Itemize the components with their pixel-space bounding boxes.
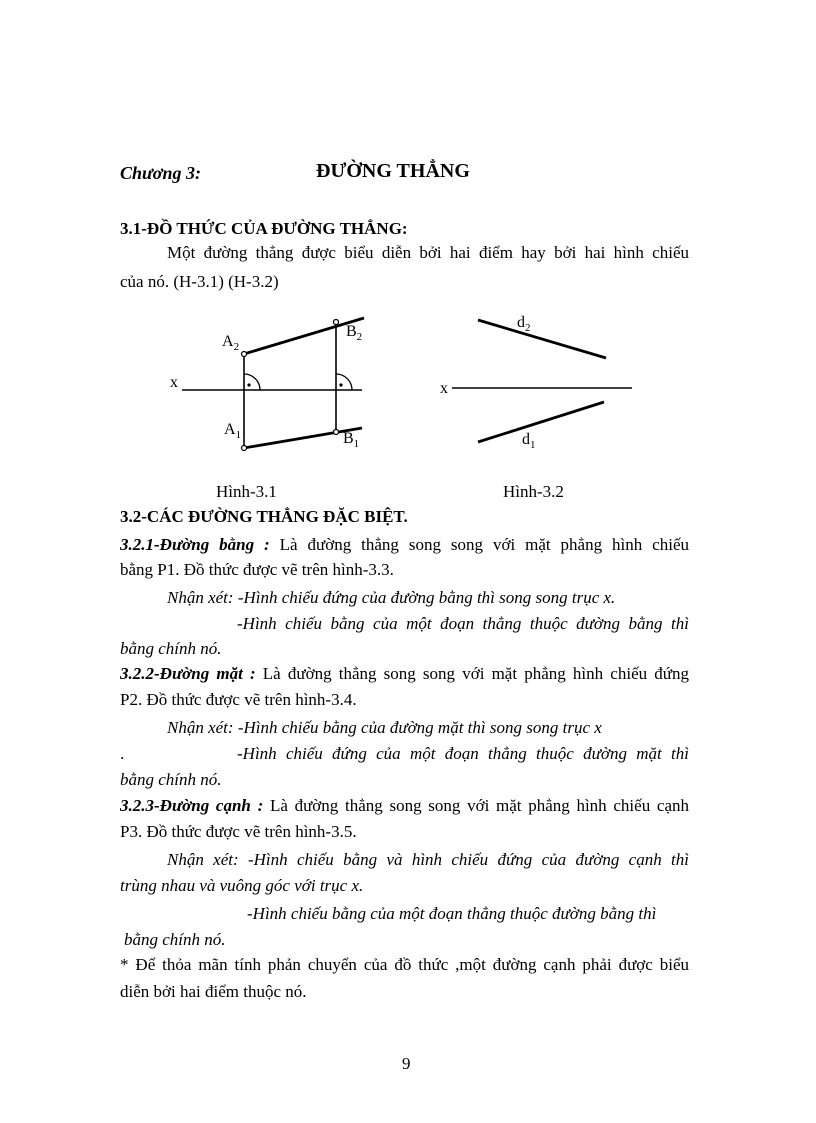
- star-note-line2: diễn bởi hai điểm thuộc nó.: [120, 982, 307, 1001]
- section-3-2-heading: 3.2-CÁC ĐƯỜNG THẲNG ĐẶC BIỆT.: [120, 507, 408, 526]
- caption-figure-3-2: Hình-3.2: [503, 482, 564, 501]
- right-angle-dot-a: [247, 383, 250, 386]
- section-3-2-3-note3: bằng chính nó.: [124, 930, 226, 949]
- section-3-2-2-note1: Nhận xét: -Hình chiếu bằng của đường mặt thì song song trục x: [167, 718, 602, 737]
- section-3-2-3-note1b: trùng nhau và vuông góc với trục x.: [120, 876, 364, 895]
- section-3-2-2-note2: -Hình chiếu đứng của một đoạn thẳng thuộc đường mặt thì: [237, 744, 689, 763]
- figure-3-1: [160, 308, 400, 458]
- right-angle-dot-b: [339, 383, 342, 386]
- label-a2: $A_2$: [222, 333, 240, 353]
- section-3-2-3-text: Là đường thẳng song song với mặt phẳng hình chiếu cạnh: [263, 796, 689, 815]
- axis-label-x: x: [440, 380, 448, 397]
- right-angle-mark-a: [244, 374, 260, 390]
- label-b1: $B_1$: [343, 430, 360, 450]
- label-b2: $B_2$: [346, 323, 363, 343]
- section-3-2-1-note2: -Hình chiếu bằng của một đoạn thẳng thuộc đường bằng thì: [237, 614, 689, 633]
- section-3-2-1-note1: Nhận xét: -Hình chiếu đứng của đường bằng thì song song trục x.: [167, 588, 616, 607]
- chapter-label: Chương 3:: [120, 163, 201, 183]
- label-d1: $d_1$: [522, 431, 536, 451]
- section-3-2-2-title: 3.2.2-Đường mặt :: [120, 664, 256, 683]
- projection-d1: [478, 402, 604, 442]
- projection-d2: [478, 320, 606, 358]
- section-3-2-3-line2: P3. Đồ thức được vẽ trên hình-3.5.: [120, 822, 357, 841]
- point-b2: [334, 320, 339, 325]
- section-3-2-1-note3: bằng chính nó.: [120, 639, 222, 658]
- axis-label-x: x: [170, 374, 178, 391]
- section-3-1-line2: của nó. (H-3.1) (H-3.2): [120, 272, 279, 291]
- section-3-2-1-title: 3.2.1-Đường bằng :: [120, 535, 270, 554]
- page-number: 9: [402, 1054, 411, 1073]
- section-3-2-2-text: Là đường thẳng song song với mặt phẳng hình chiếu đứng: [255, 664, 689, 683]
- section-3-2-1-text: Là đường thẳng song song với mặt phẳng hình chiếu: [269, 535, 689, 554]
- section-3-2-3-title: 3.2.3-Đường cạnh :: [120, 796, 264, 815]
- label-a1: $A_1$: [224, 421, 242, 441]
- section-3-2-3-note2: -Hình chiếu bằng của một đoạn thẳng thuộc đường bằng thì: [247, 904, 657, 923]
- caption-figure-3-1: Hình-3.1: [216, 482, 277, 501]
- label-d2: $d_2$: [517, 314, 531, 334]
- section-3-2-1-line1: [120, 533, 689, 557]
- section-3-1-line1: Một đường thẳng được biểu diễn bởi hai điểm hay bởi hai hình chiếu: [167, 243, 689, 262]
- point-a2: [242, 352, 247, 357]
- section-3-2-2-dot: .: [120, 744, 125, 763]
- right-angle-mark-b: [336, 374, 352, 390]
- section-3-1-heading: 3.1-ĐỒ THỨC CỦA ĐƯỜNG THẲNG:: [120, 219, 408, 238]
- chapter-title: ĐƯỜNG THẲNG: [316, 160, 470, 182]
- section-3-2-1-line2: bằng P1. Đồ thức được vẽ trên hình-3.3.: [120, 560, 394, 579]
- section-3-2-2-line1: [120, 662, 689, 686]
- point-b1: [334, 430, 339, 435]
- figure-3-2: [436, 308, 646, 458]
- section-3-2-2-line2: P2. Đồ thức được vẽ trên hình-3.4.: [120, 690, 357, 709]
- section-3-2-2-note3: bằng chính nó.: [120, 770, 222, 789]
- section-3-2-3-note1: Nhận xét: -Hình chiếu bằng và hình chiếu đứng của đường cạnh thì: [167, 850, 689, 869]
- star-note-line1: * Để thỏa mãn tính phản chuyển của đồ thức ,một đường cạnh phải được biểu: [120, 955, 689, 974]
- section-3-2-3-line1: [120, 794, 689, 818]
- point-a1: [242, 446, 247, 451]
